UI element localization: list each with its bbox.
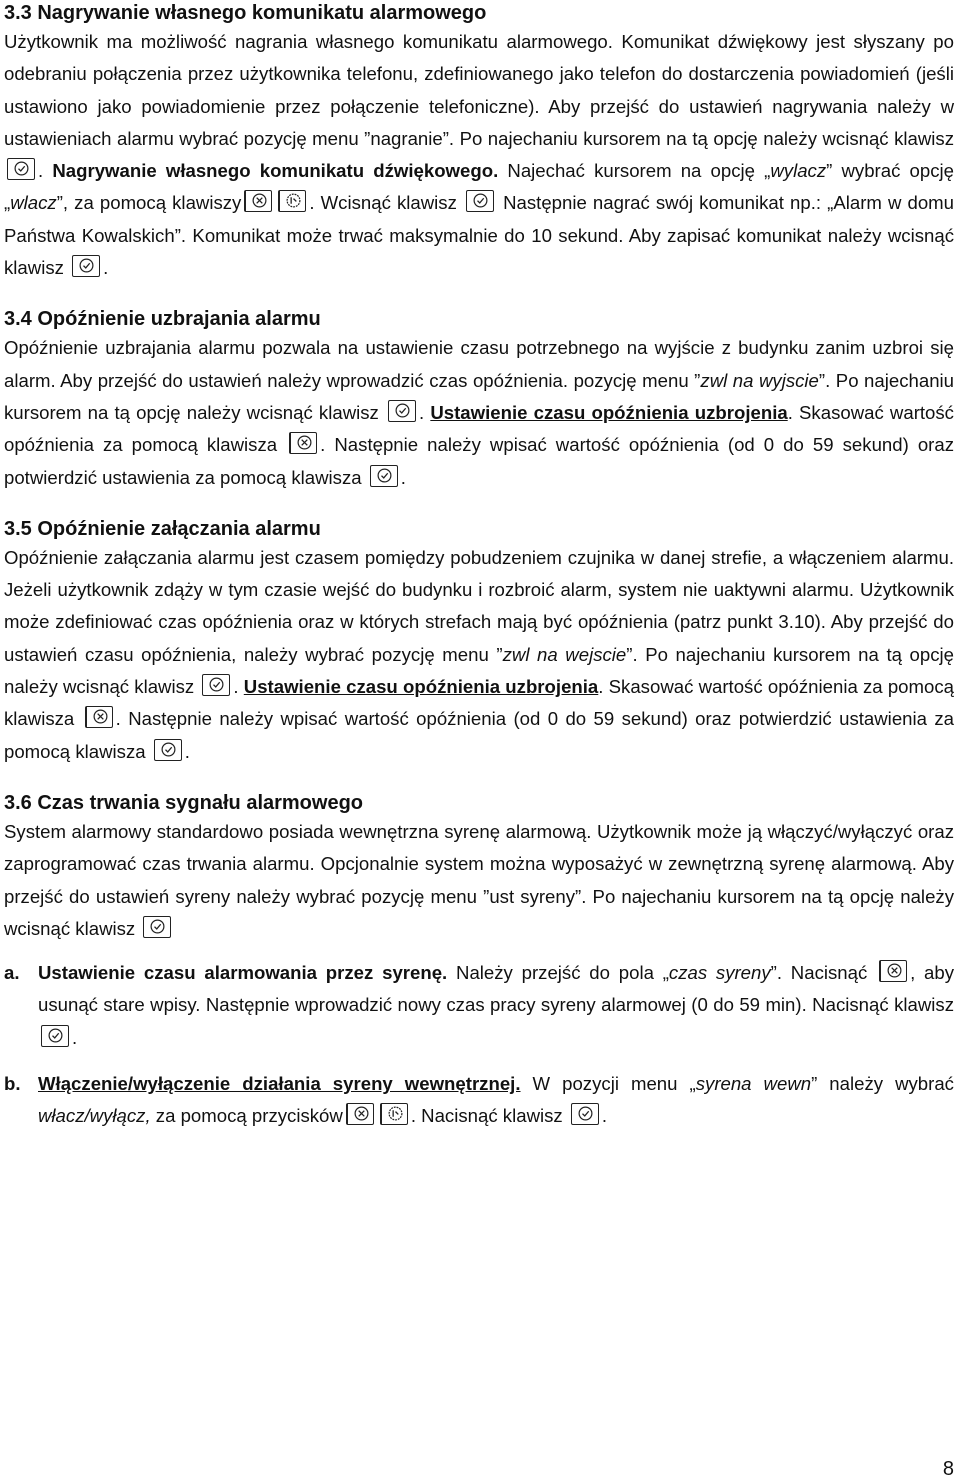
ok-key-icon [370,465,398,487]
entry-delay-subheading: Ustawienie czasu opóźnienia uzbrojenia [243,676,599,698]
section-3-6-heading: 3.6 Czas trwania sygnału alarmowego [4,791,364,814]
section-3-4-heading: 3.4 Opóźnienie uzbrajania alarmu [4,308,321,331]
spacer [4,768,954,790]
section-3-5-heading: 3.5 Opóźnienie załączania alarmu [4,517,321,540]
section-3-3-paragraph: Użytkownik ma możliwość nagrania własnego komunikatu alarmowego. Komunikat dźwiękowy jest słyszany po odebraniu połączenia przez użytkownika telefonu, zdefiniowanego jako telefon do dostarczenia powiadomień (jeśli ustawiono jako powiadomienie przez połączenie telefoniczne). Aby przejść do ustawień nagrywania należy w ustawieniach alarmu wybrać pozycję menu ”nagranie”. Po najechaniu kursorem na tą opcję należy wcisnąć klawisz . Nagrywanie własnego komunikatu dźwiękowego. Najechać kursorem na opcję „wylacz” wybrać opcję „wlacz”, za pomocą klawiszy . Wcisnąć klawisz Następnie nagrać swój komunikat np.: „Alarm w domu Państwa Kowalskich”. Komunikat może trwać maksymalnie do 10 sekund. Aby zapisać komunikat należy wcisnąć klawisz . [4,31,954,279]
spacer [4,945,954,957]
page-number: 8 [942,1458,954,1480]
ok-key-icon [154,739,182,761]
cancel-key-icon [879,960,907,982]
ok-key-icon [143,916,171,938]
section-3-5-paragraph: Opóźnienie załączania alarmu jest czasem pomiędzy pobudzeniem czujnika w danej strefie, a włączeniem alarmu. Jeżeli użytkownik zdąży w tym czasie wejść do budynku i rozbroić alarm, system nie uaktywni alarmu. Użytkownik może zdefiniować czas opóźnienia oraz w których strefach mają być opóźnienia (patrz punkt 3.10). Aby przejść do ustawień czasu opóźnienia, należy wybrać pozycję menu ”zwl na wejscie”. Po najechaniu kursorem na tą opcję należy wcisnąć klawisz . Ustawienie czasu opóźnienia uzbrojenia. Skasować wartość opóźnienia za pomocą klawisza . Następnie należy wpisać wartość opóźnienia (od 0 do 59 sekund) oraz potwierdzić ustawienia za pomocą klawisza . [4,546,954,762]
list-item-b: b. Włączenie/wyłączenie działania syreny wewnętrznej. W pozycji menu „syrena wewn” należy wybrać włacz/wyłącz, za pomocą przycisków . Nacisnąć klawisz . [4,1073,954,1127]
cancel-key-icon [85,706,113,728]
spacer [4,1054,954,1068]
ok-key-icon [388,400,416,422]
section-3-4-paragraph: Opóźnienie uzbrajania alarmu pozwala na ustawienie czasu potrzebnego na wyjście z budynku zanim uzbroi się alarm. Aby przejść do ustawień należy wprowadzić czas opóźnienia. pozycję menu ”zwl na wyjscie”. Po najechaniu kursorem na tą opcję należy wcisnąć klawisz . Ustawienie czasu opóźnienia uzbrojenia. Skasować wartość opóźnienia za pomocą klawisza . Następnie należy wpisać wartość opóźnienia (od 0 do 59 sekund) oraz potwierdzić ustawienia za pomocą klawisza . [4,337,955,488]
ok-key-icon [571,1103,599,1125]
recording-subheading: Nagrywanie własnego komunikatu dźwiękowego. [52,160,499,182]
document-page [4,0,954,1133]
list-item-a: a. Ustawienie czasu alarmowania przez syrenę. Należy przejść do pola „czas syreny”. Nacisnąć , aby usunąć stare wpisy. Następnie wprowadzić nowy czas pracy syreny alarmowej (0 do 59 min). Nacisnąć klawisz . [4,962,954,1048]
ok-key-icon [72,255,100,277]
ok-key-icon [41,1025,69,1047]
spacer [4,494,954,516]
menu-key-icon [278,190,306,212]
ok-key-icon [202,674,230,696]
menu-key-icon [380,1103,408,1125]
cancel-key-icon [289,432,317,454]
spacer [4,284,954,306]
arming-delay-subheading: Ustawienie czasu opóźnienia uzbrojenia [430,401,788,423]
ok-key-icon [7,158,35,180]
ok-key-icon [466,190,494,212]
section-3-6-paragraph: System alarmowy standardowo posiada wewnętrzna syrenę alarmową. Użytkownik może ją włączyć/wyłączyć oraz zaprogramować czas trwania alarmu. Opcjonalnie system można wyposażyć w zewnętrzną syrenę alarmową. Aby przejść do ustawień syreny należy wybrać pozycję menu ”ust syreny”. Po najechaniu kursorem na tą opcję należy wcisnąć klawisz [4,820,954,939]
cancel-key-icon [244,190,272,212]
cancel-key-icon [346,1103,374,1125]
section-3-3-heading: 3.3 Nagrywanie własnego komunikatu alarmowego [4,2,487,24]
